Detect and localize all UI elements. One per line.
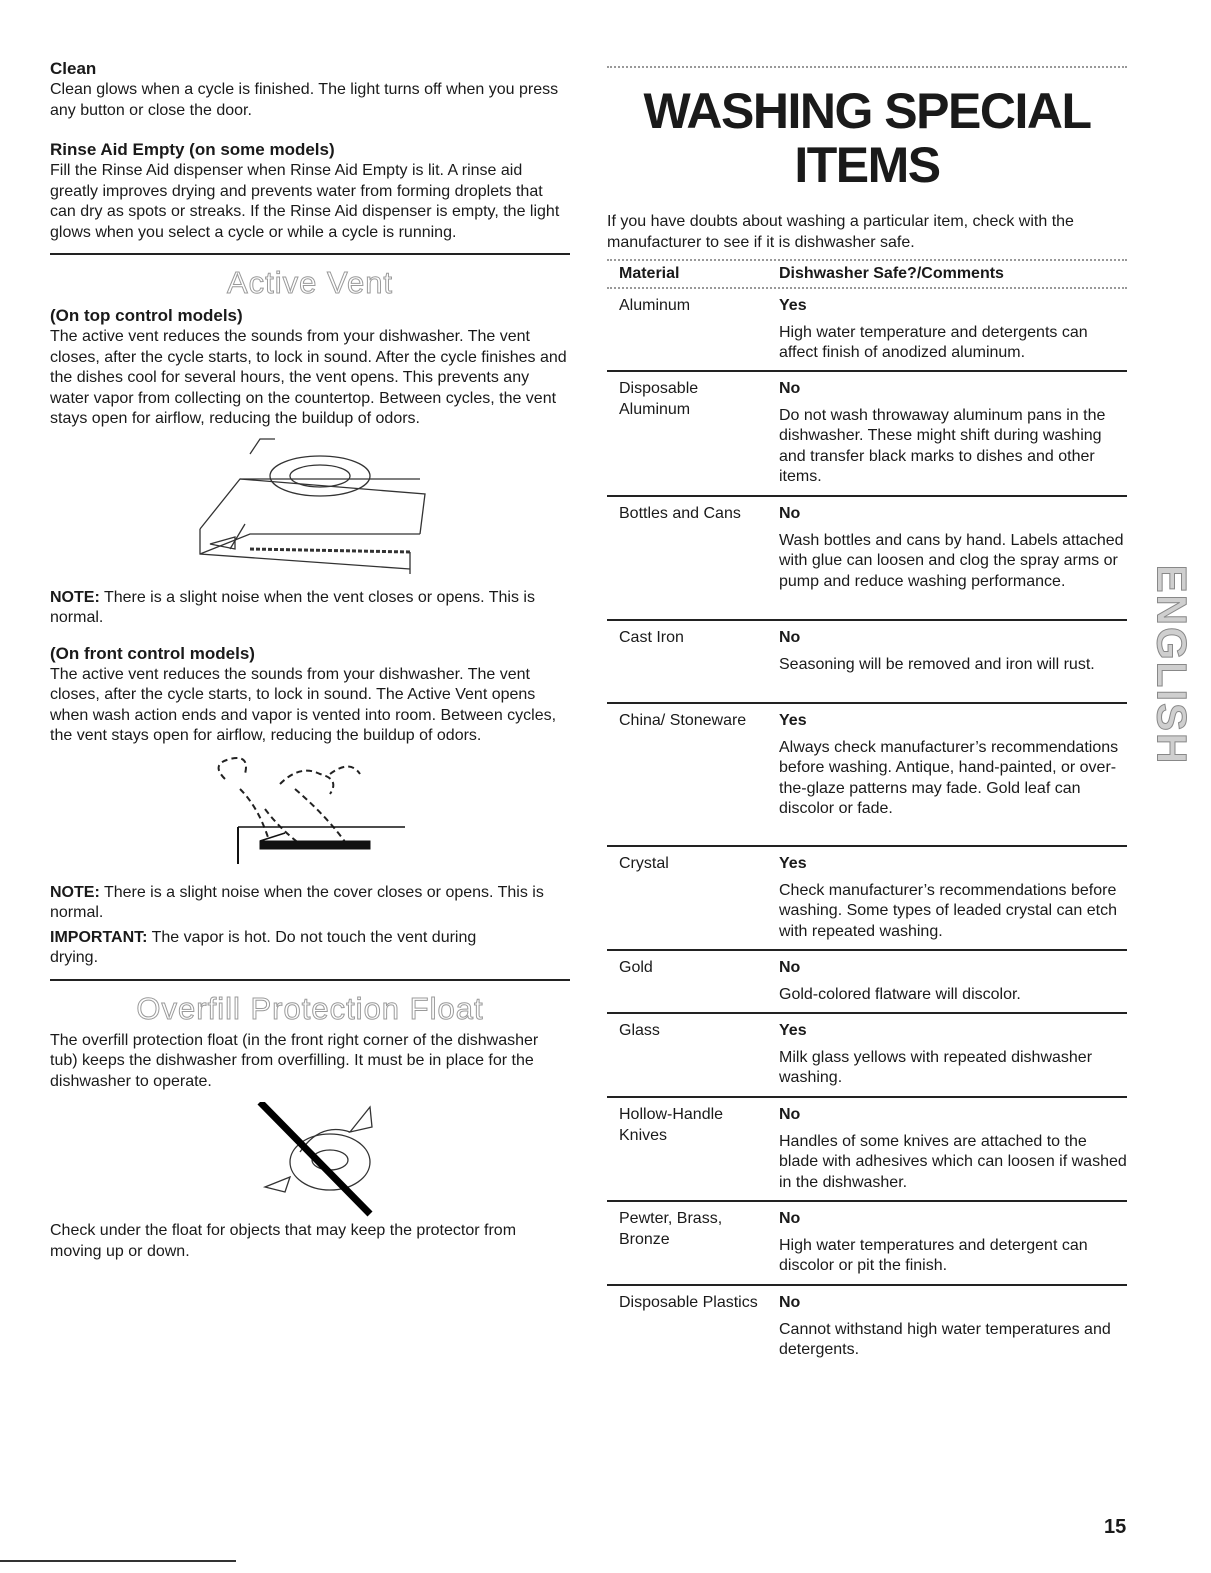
material-cell: Gold xyxy=(619,959,653,976)
note-front xyxy=(50,883,570,924)
comment-cell xyxy=(779,854,1127,949)
table-row xyxy=(607,951,1127,1014)
dishwasher-safe-verdict: No xyxy=(779,629,801,646)
dotted-rule xyxy=(607,66,1127,68)
table-row xyxy=(607,1014,1127,1098)
front-control-heading: (On front control models) xyxy=(50,643,255,663)
dishwasher-safe-verdict: No xyxy=(779,1210,801,1227)
comment-cell xyxy=(779,504,1127,619)
check-text: Check under the float for objects that may keep the protector from moving up or down. xyxy=(50,1222,517,1260)
comment-text: Seasoning will be removed and iron will rust. xyxy=(779,655,1095,673)
comment-cell xyxy=(779,1209,1127,1284)
dishwasher-safe-verdict: No xyxy=(779,959,801,976)
dishwasher-safe-verdict: No xyxy=(779,1294,801,1311)
language-tab-label: ENGLISH xyxy=(1148,564,1195,766)
note-label: NOTE: xyxy=(50,588,100,606)
comment-text: Cannot withstand high water temperatures and detergents. xyxy=(779,1320,1111,1358)
section-title-line1: WASHING SPECIAL xyxy=(643,83,1091,139)
float-illustration xyxy=(50,1102,570,1217)
dishwasher-safe-verdict: Yes xyxy=(779,1022,807,1039)
comment-text: Handles of some knives are attached to the blade with adhesives which can loosen if washed in the dishwasher. xyxy=(779,1132,1127,1191)
page-number: 15 xyxy=(1104,1516,1127,1538)
comment-cell xyxy=(779,628,1127,702)
rinse-aid-text: Fill the Rinse Aid dispenser when Rinse Aid Empty is lit. A rinse aid greatly improves drying and prevents water from forming droplets that can dry as spots or streaks. If the Rinse Aid dispenser is empty, the light glows when you select a cycle or while a cycle is running. xyxy=(50,162,560,241)
divider xyxy=(50,253,570,255)
comment-text: Milk glass yellows with repeated dishwasher washing. xyxy=(779,1048,1093,1086)
comments-column-header: Dishwasher Safe?/Comments xyxy=(779,265,1004,282)
comment-text: High water temperature and detergents can affect finish of anodized aluminum. xyxy=(779,323,1088,361)
overfill-text: The overfill protection float (in the front right corner of the dishwasher tub) keeps the dishwasher from overfilling. It must be in place for the dishwasher to operate. xyxy=(50,1031,539,1090)
comment-cell xyxy=(779,379,1127,495)
important-text: The vapor is hot. Do not touch the vent during drying. xyxy=(50,928,477,966)
note-label: NOTE: xyxy=(50,883,100,901)
table-row xyxy=(607,704,1127,847)
material-column-header: Material xyxy=(619,265,680,282)
note-text: There is a slight noise when the vent closes or opens. This is normal. xyxy=(50,588,535,626)
table-row xyxy=(607,621,1127,704)
clean-heading: Clean xyxy=(50,59,97,78)
active-vent-title: Active Vent xyxy=(226,265,394,300)
note-top xyxy=(50,588,570,629)
material-cell: Aluminum xyxy=(619,297,691,314)
front-control-text: The active vent reduces the sounds from your dishwasher. The vent closes, after the cycle starts, to lock in sound. The Active Vent opens when wash action ends and vapor is vented into room. Between cycles, the vent stays open for airflow, reducing the buildup of odors. xyxy=(50,665,557,744)
top-vent-illustration xyxy=(50,434,570,584)
table-body xyxy=(607,289,1127,1366)
dishwasher-safe-verdict: Yes xyxy=(779,855,807,872)
table-header xyxy=(607,261,1127,287)
comment-text: Wash bottles and cans by hand. Labels attached with glue can loosen and clog the spray arms or pump and reduce washing performance. xyxy=(779,531,1124,590)
table-row xyxy=(607,289,1127,372)
top-control-heading: (On top control models) xyxy=(50,306,243,325)
front-vent-illustration xyxy=(50,749,570,879)
comment-cell xyxy=(779,958,1127,1012)
comment-text: Do not wash throwaway aluminum pans in the dishwasher. These might shift during washing and transfer black marks to dishes and other items. xyxy=(779,406,1106,485)
material-cell: Disposable Aluminum xyxy=(619,380,699,418)
right-column xyxy=(607,58,1127,1366)
comment-cell xyxy=(779,1293,1127,1366)
comment-text: High water temperatures and detergent can discolor or pit the finish. xyxy=(779,1236,1088,1274)
comment-cell xyxy=(779,711,1127,845)
comment-text: Gold-colored flatware will discolor. xyxy=(779,985,1021,1003)
comment-cell xyxy=(779,1105,1127,1200)
clean-text: Clean glows when a cycle is finished. The light turns off when you press any button or close the door. xyxy=(50,81,559,119)
dishwasher-safe-verdict: No xyxy=(779,380,801,397)
table-row xyxy=(607,847,1127,951)
left-column xyxy=(50,58,570,1262)
important-label: IMPORTANT: xyxy=(50,928,148,946)
comment-cell xyxy=(779,1021,1127,1096)
footer-line xyxy=(0,1560,236,1562)
material-cell: Bottles and Cans xyxy=(619,505,741,522)
material-cell: Cast Iron xyxy=(619,629,684,646)
table-row xyxy=(607,1286,1127,1366)
material-cell: Crystal xyxy=(619,855,669,872)
overfill-title: Overfill Protection Float xyxy=(136,990,484,1026)
table-row xyxy=(607,372,1127,497)
table-row xyxy=(607,497,1127,621)
material-cell: Hollow-Handle Knives xyxy=(619,1106,724,1144)
dishwasher-safe-verdict: Yes xyxy=(779,712,807,729)
divider xyxy=(50,979,570,981)
material-cell: Glass xyxy=(619,1022,660,1039)
comment-cell xyxy=(779,296,1127,370)
dishwasher-safe-verdict: Yes xyxy=(779,297,807,314)
intro-text: If you have doubts about washing a particular item, check with the manufacturer to see if it is dishwasher safe. xyxy=(607,213,1074,251)
rinse-aid-heading: Rinse Aid Empty (on some models) xyxy=(50,140,335,159)
top-control-text: The active vent reduces the sounds from your dishwasher. The vent closes, after the cycle starts, to lock in sound. After the cycle finishes and the dishes cool for several hours, the vent opens. This prevents any water vapor from collecting on the countertop. Between cycles, the vent stays open for airflow, reducing the buildup of odors. xyxy=(50,328,567,427)
dishwasher-safe-verdict: No xyxy=(779,1106,801,1123)
material-cell: Pewter, Brass, Bronze xyxy=(619,1210,723,1248)
note-text: There is a slight noise when the cover closes or opens. This is normal. xyxy=(50,883,544,921)
table-row xyxy=(607,1098,1127,1202)
material-cell: China/ Stoneware xyxy=(619,712,747,729)
language-tab xyxy=(1148,564,1195,766)
section-title-line2: ITEMS xyxy=(794,137,940,193)
materials-table xyxy=(607,261,1127,1366)
comment-text: Always check manufacturer’s recommendations before washing. Antique, hand-painted, or over-the-glaze patterns may fade. Gold leaf can discolor or fade. xyxy=(779,738,1119,817)
material-cell: Disposable Plastics xyxy=(619,1294,758,1311)
dishwasher-safe-verdict: No xyxy=(779,505,801,522)
important-note xyxy=(50,928,490,969)
comment-text: Check manufacturer’s recommendations before washing. Some types of leaded crystal can etch with repeated washing. xyxy=(779,881,1117,940)
table-row xyxy=(607,1202,1127,1286)
